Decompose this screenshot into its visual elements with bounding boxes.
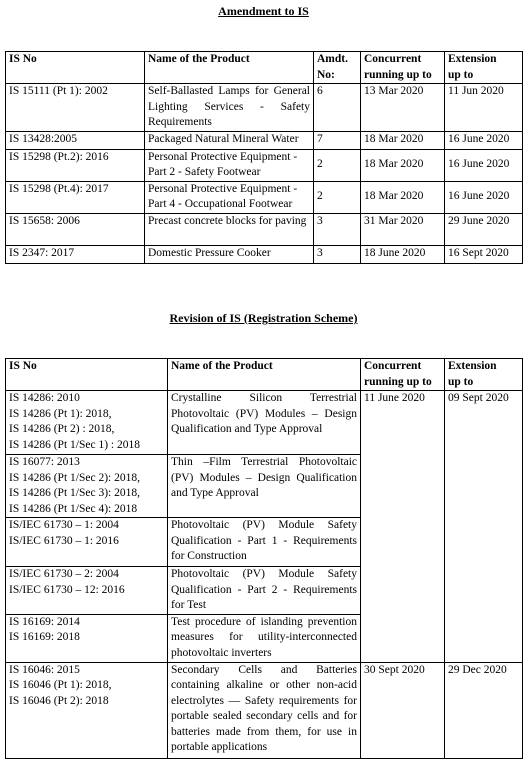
cell-concurrent: 31 Mar 2020 (361, 213, 445, 245)
cell-extension: 29 Dec 2020 (445, 662, 523, 758)
cell-concurrent: 18 Mar 2020 (361, 131, 445, 149)
cell-is-no: IS 16046: 2015 IS 16046 (Pt 1): 2018, IS 16046 (Pt 2): 2018 (6, 662, 168, 758)
table-row (6, 131, 523, 149)
header-concurrent: Concurrent running up to (361, 52, 445, 84)
header-extension: Extension up to (445, 52, 523, 84)
cell-extension: 16 Sept 2020 (445, 245, 523, 263)
cell-product: Precast concrete blocks for paving (145, 213, 314, 245)
cell-product: Personal Protective Equipment - Part 2 - Safety Footwear (145, 149, 314, 181)
cell-product: Test procedure of islanding prevention measures for utility-interconnected photovoltaic inverters (168, 614, 361, 662)
cell-is-no: IS 2347: 2017 (6, 245, 145, 263)
cell-product: Photovoltaic (PV) Module Safety Qualification - Part 2 - Requirements for Test (168, 567, 361, 615)
table-row (6, 245, 523, 263)
cell-extension: 09 Sept 2020 (445, 391, 523, 663)
cell-is-no: IS/IEC 61730 – 2: 2004 IS/IEC 61730 – 12: 2016 (6, 567, 168, 615)
table-row (6, 149, 523, 181)
cell-amdt: 3 (314, 245, 361, 263)
cell-product: Packaged Natural Mineral Water (145, 131, 314, 149)
cell-extension: 16 June 2020 (445, 149, 523, 181)
cell-amdt: 2 (314, 149, 361, 181)
header-product: Name of the Product (145, 52, 314, 84)
header-concurrent: Concurrent running up to (361, 359, 445, 391)
cell-is-no: IS 14286: 2010 IS 14286 (Pt 1): 2018, IS 14286 (Pt 2) : 2018, IS 14286 (Pt 1/Sec 1) : 2018 (6, 391, 168, 455)
cell-product: Thin –Film Terrestrial Photovoltaic (PV) Modules – Design Qualification and Type Approval (168, 455, 361, 518)
cell-concurrent: 18 Mar 2020 (361, 149, 445, 181)
revision-title: Revision of IS (Registration Scheme) (169, 311, 358, 325)
cell-product: Secondary Cells and Batteries containing alkaline or other non-acid electrolytes — Safety requirements for portable sealed secondary cells and for batteries made from them, for use in portable applications (168, 662, 361, 758)
header-is-no: IS No (6, 52, 145, 84)
table-row (6, 391, 523, 455)
amendment-title: Amendment to IS (218, 4, 309, 18)
cell-product: Self-Ballasted Lamps for General Lighting Services - Safety Requirements (145, 84, 314, 132)
table-row (6, 84, 523, 132)
cell-amdt: 3 (314, 213, 361, 245)
cell-is-no: IS 15298 (Pt.4): 2017 (6, 181, 145, 213)
cell-concurrent: 13 Mar 2020 (361, 84, 445, 132)
cell-amdt: 6 (314, 84, 361, 132)
cell-is-no: IS/IEC 61730 – 1: 2004 IS/IEC 61730 – 1: 2016 (6, 518, 168, 567)
cell-is-no: IS 15111 (Pt 1): 2002 (6, 84, 145, 132)
cell-extension: 29 June 2020 (445, 213, 523, 245)
cell-product: Crystalline Silicon Terrestrial Photovoltaic (PV) Modules – Design Qualification and Type Approval (168, 391, 361, 455)
cell-extension: 11 Jun 2020 (445, 84, 523, 132)
cell-is-no: IS 16169: 2014 IS 16169: 2018 (6, 614, 168, 662)
cell-is-no: IS 16077: 2013 IS 14286 (Pt 1/Sec 2): 2018, IS 14286 (Pt 1/Sec 3): 2018, IS 14286 (Pt 1/Sec 4): 2018 (6, 455, 168, 518)
cell-is-no: IS 15298 (Pt.2): 2016 (6, 149, 145, 181)
cell-is-no: IS 15658: 2006 (6, 213, 145, 245)
header-is-no: IS No (6, 359, 168, 391)
cell-product: Domestic Pressure Cooker (145, 245, 314, 263)
cell-concurrent: 11 June 2020 (361, 391, 445, 663)
cell-concurrent: 18 June 2020 (361, 245, 445, 263)
cell-amdt: 2 (314, 181, 361, 213)
cell-extension: 16 June 2020 (445, 131, 523, 149)
cell-is-no: IS 13428:2005 (6, 131, 145, 149)
cell-amdt: 7 (314, 131, 361, 149)
revision-table (5, 358, 523, 759)
cell-concurrent: 30 Sept 2020 (361, 662, 445, 758)
table-header-row (6, 359, 523, 391)
table-row (6, 662, 523, 758)
cell-product: Photovoltaic (PV) Module Safety Qualification - Part 1 - Requirements for Construction (168, 518, 361, 567)
header-extension: Extension up to (445, 359, 523, 391)
cell-concurrent: 18 Mar 2020 (361, 181, 445, 213)
table-row (6, 213, 523, 245)
cell-product: Personal Protective Equipment - Part 4 - Occupational Footwear (145, 181, 314, 213)
header-product: Name of the Product (168, 359, 361, 391)
table-row (6, 181, 523, 213)
table-header-row (6, 52, 523, 84)
cell-extension: 16 June 2020 (445, 181, 523, 213)
header-amdt: Amdt. No: (314, 52, 361, 84)
amendment-table (5, 51, 523, 264)
